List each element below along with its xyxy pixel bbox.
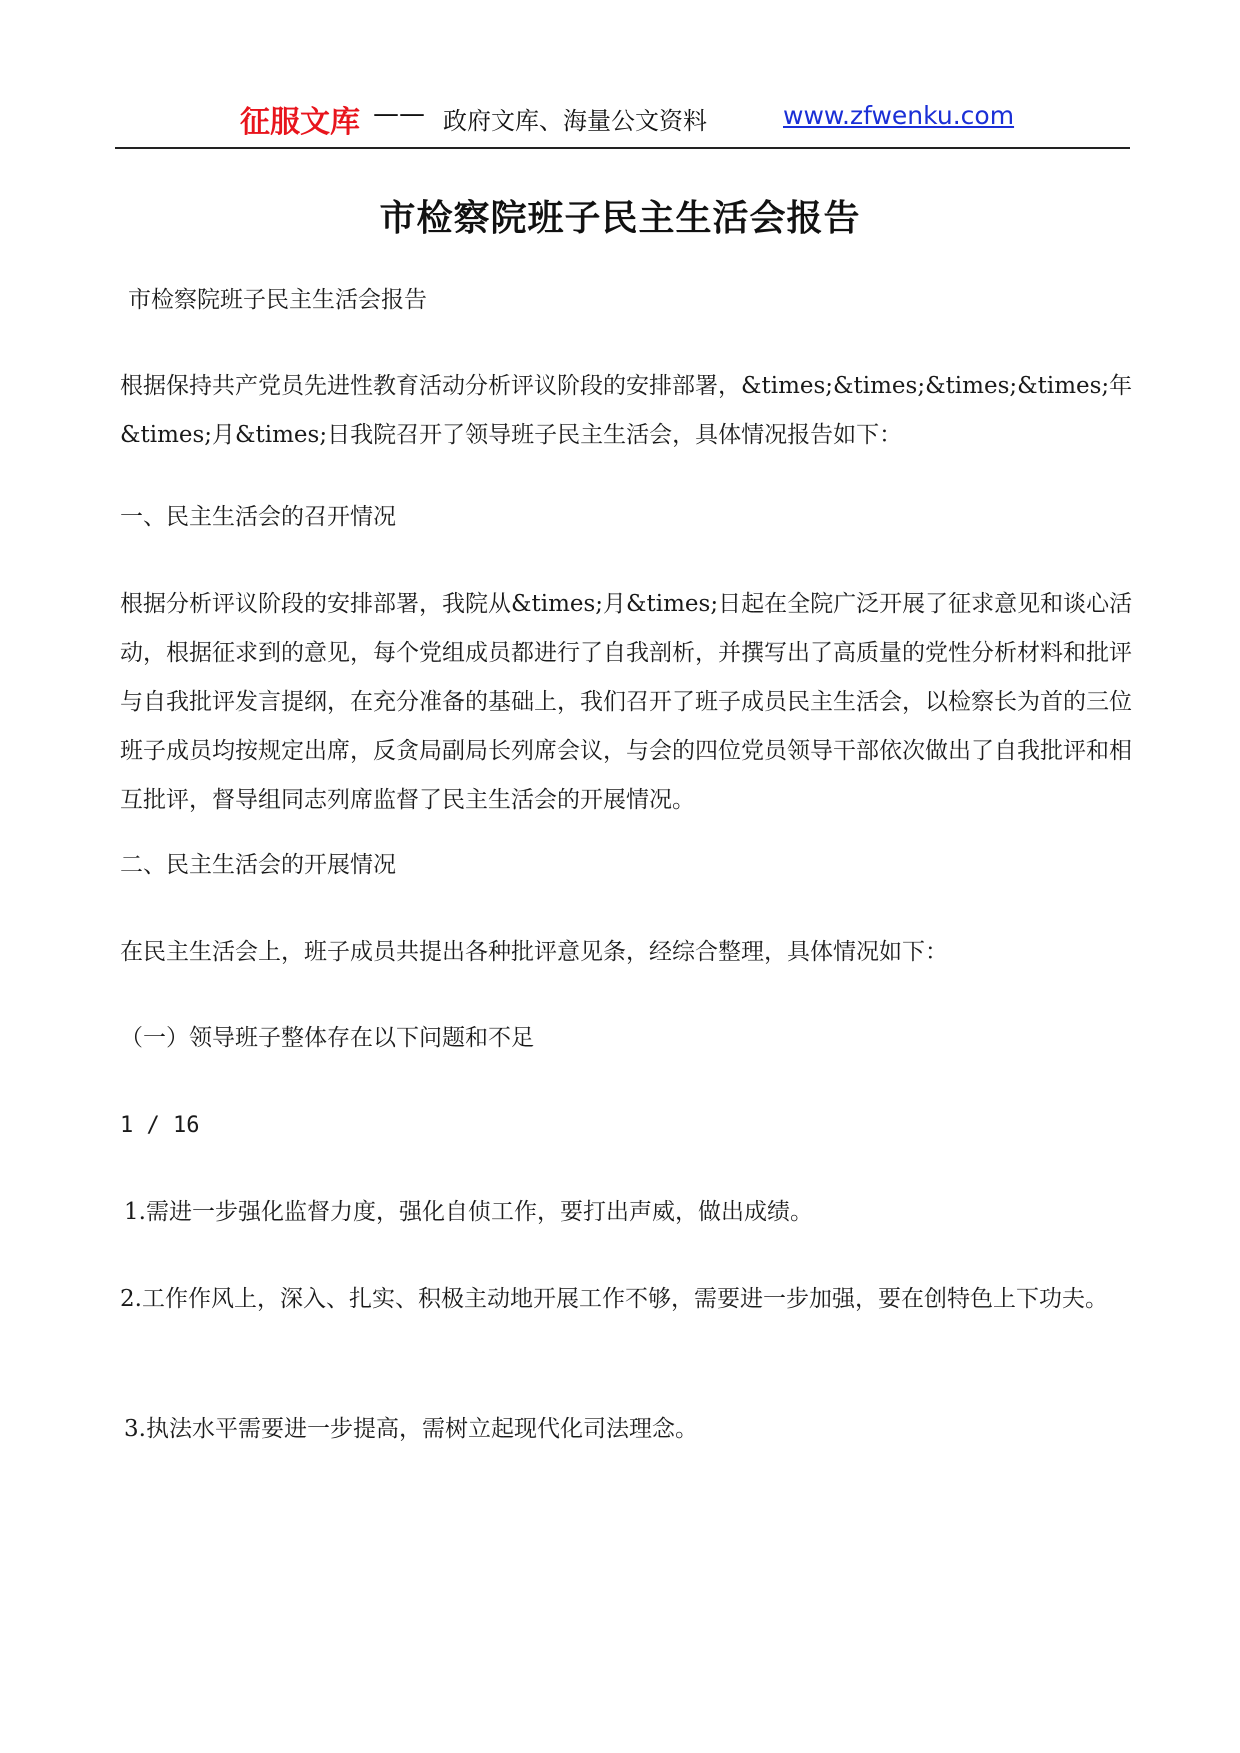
page-header: [115, 95, 1130, 149]
section1-body: 根据分析评议阶段的安排部署，我院从&times;月&times;日起在全院广泛开展了征求意见和谈心活动，根据征求到的意见，每个党组成员都进行了自我剖析，并撰写出了高质量的党性分析材料和批评与自我批评发言提纲，在充分准备的基础上，我们召开了班子成员民主生活会，以检察长为首的三位班子成员均按规定出席，反贪局副局长列席会议，与会的四位党员领导干部依次做出了自我批评和相互批评，督导组同志列席监督了民主生活会的开展情况。: [120, 591, 1133, 813]
list-item-1: 1.需进一步强化监督力度，强化自侦工作，要打出声威，做出成绩。: [124, 1199, 813, 1225]
header-dash: ——: [373, 99, 425, 129]
list-item-2: 2.工作作风上，深入、扎实、积极主动地开展工作不够，需要进一步加强，要在创特色上下功夫。: [120, 1286, 1108, 1312]
subsection1-heading: （一）领导班子整体存在以下问题和不足: [120, 1025, 534, 1051]
list-item-3: 3.执法水平需要进一步提高，需树立起现代化司法理念。: [124, 1416, 698, 1442]
document-title: 市检察院班子民主生活会报告: [379, 197, 861, 239]
intro-paragraph: 根据保持共产党员先进性教育活动分析评议阶段的安排部署，&times;&times;&times;&times;年&times;月&times;日我院召开了领导班子民主生活会，具体情况报告如下：: [120, 373, 1133, 448]
document-subtitle: 市检察院班子民主生活会报告: [128, 287, 427, 313]
page-number: 1 / 16: [120, 1113, 200, 1138]
section2-body: 在民主生活会上，班子成员共提出各种批评意见条，经综合整理，具体情况如下：: [120, 939, 948, 965]
section2-heading: 二、民主生活会的开展情况: [120, 852, 396, 878]
section1-heading: 一、民主生活会的召开情况: [120, 504, 396, 530]
header-tagline: 政府文库、海量公文资料: [443, 107, 707, 135]
brand-logo-text: 征服文库: [240, 105, 360, 140]
site-url-link[interactable]: www.zfwenku.com: [783, 101, 1015, 130]
